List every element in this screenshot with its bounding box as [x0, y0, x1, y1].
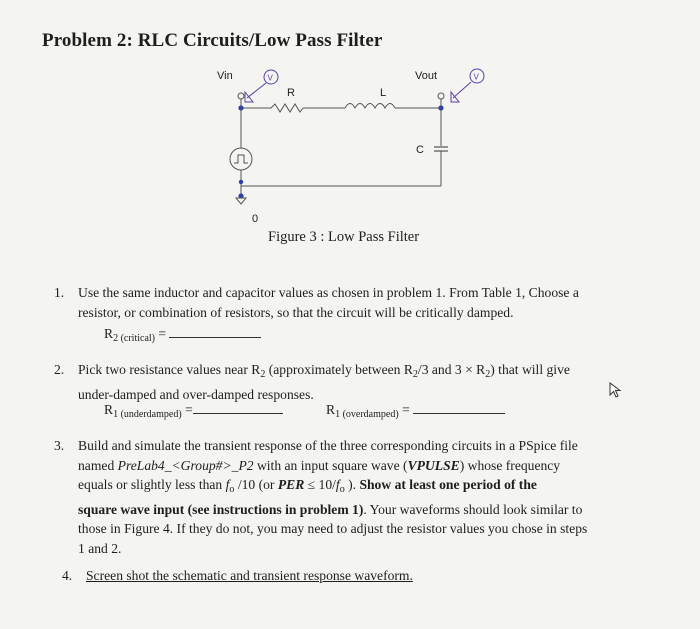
vin-label: Vin — [217, 70, 233, 82]
item-text: ) that will give — [490, 362, 570, 377]
item-text: resistor, or combination of resistors, so that the circuit will be critically damped. — [78, 304, 514, 320]
freq-symbol: f — [335, 477, 340, 492]
subscript: 2 — [260, 369, 266, 380]
item-number: 2. — [54, 362, 65, 377]
answer-eq: = — [402, 402, 410, 417]
answer-eq: = — [185, 402, 193, 417]
answer-eq: = — [158, 326, 167, 341]
critical-blank[interactable] — [169, 325, 261, 338]
vin-probe-letter: V — [267, 73, 273, 83]
bold-text: Show at least one period of the — [359, 477, 537, 492]
vout-label: Vout — [415, 70, 438, 82]
item-text: with an input square wave ( — [253, 457, 408, 473]
square-wave-source-icon — [230, 148, 252, 170]
page-title: Problem 2: RLC Circuits/Low Pass Filter — [42, 30, 383, 51]
answer-sub-main: 1 — [113, 409, 119, 420]
critical-answer — [104, 324, 261, 349]
resistor-symbol — [271, 104, 303, 112]
capacitor-symbol — [434, 147, 448, 151]
item-text: /3 and 3 × R — [417, 362, 486, 377]
underdamped-blank[interactable] — [193, 401, 283, 414]
subscript: 2 — [485, 369, 491, 380]
item-text: Build and simulate the transient response of the three corresponding circuits in a PSpice file — [78, 438, 578, 453]
vpulse-term: VPULSE — [407, 457, 460, 473]
item-text: Pick two resistance values near R — [78, 362, 261, 377]
ground-icon — [236, 198, 246, 204]
underdamped-answer — [104, 400, 283, 425]
item-number: 4. — [62, 568, 73, 583]
subscript: 2 — [412, 369, 418, 380]
item-text: under-damped and over-damped responses. — [78, 386, 314, 402]
vout-probe-letter: V — [473, 72, 479, 82]
overdamped-answer — [326, 400, 505, 425]
subscript: o — [229, 484, 235, 495]
answer-var: R — [104, 402, 114, 417]
resistor-label: R — [287, 87, 295, 99]
item-text: (approximately between R — [265, 362, 413, 377]
item-text: Use the same inductor and capacitor values as chosen in problem 1. From Table 1, Choose a — [78, 285, 579, 300]
item-text: . Your waveforms should look similar to — [363, 501, 583, 517]
answer-sub-main: 2 — [113, 333, 119, 344]
item-text: 1 and 2. — [78, 540, 122, 556]
per-term: PER — [277, 477, 305, 492]
bold-text: square wave input (see instructions in problem 1) — [78, 501, 364, 517]
item-text: those in Figure 4. If they do not, you may need to adjust the resistor values you chose in steps — [78, 521, 588, 536]
item-text-line — [78, 360, 650, 385]
item-number: 1. — [54, 285, 65, 300]
answer-var: R — [326, 402, 336, 417]
answer-sub-main: 1 — [335, 409, 341, 420]
item-text: /10 (or — [234, 477, 278, 492]
vout-probe-icon — [451, 69, 484, 102]
item-text: named — [78, 457, 118, 473]
item-text-line — [78, 500, 650, 520]
item-text: equals or slightly less than — [78, 477, 226, 492]
vin-probe-icon — [245, 70, 278, 102]
mouse-cursor-icon — [609, 382, 623, 398]
file-name: PreLab4_<Group#>_P2 — [117, 457, 254, 473]
figure-caption: Figure 3 : Low Pass Filter — [268, 229, 420, 245]
item-text: Screen shot the schematic and transient response waveform. — [86, 568, 413, 583]
inductor-label: L — [380, 87, 387, 99]
item-number: 3. — [54, 438, 65, 453]
answer-sub: (critical) — [120, 333, 155, 344]
item-text-line — [78, 475, 650, 500]
item-text: ) whose frequency — [459, 457, 561, 473]
item-text: ≤ 10/ — [304, 477, 336, 492]
inductor-symbol — [345, 104, 395, 109]
ground-label: 0 — [252, 213, 259, 225]
capacitor-label: C — [416, 144, 424, 156]
answer-sub: (overdamped) — [342, 409, 399, 420]
overdamped-blank[interactable] — [413, 401, 505, 414]
item-text-line — [78, 456, 650, 476]
freq-symbol: f — [225, 477, 230, 492]
answer-sub: (underdamped) — [120, 409, 182, 420]
answer-var: R — [104, 326, 114, 341]
subscript: o — [339, 484, 345, 495]
item-text: ). — [344, 477, 360, 492]
low-pass-filter-schematic — [205, 62, 505, 232]
